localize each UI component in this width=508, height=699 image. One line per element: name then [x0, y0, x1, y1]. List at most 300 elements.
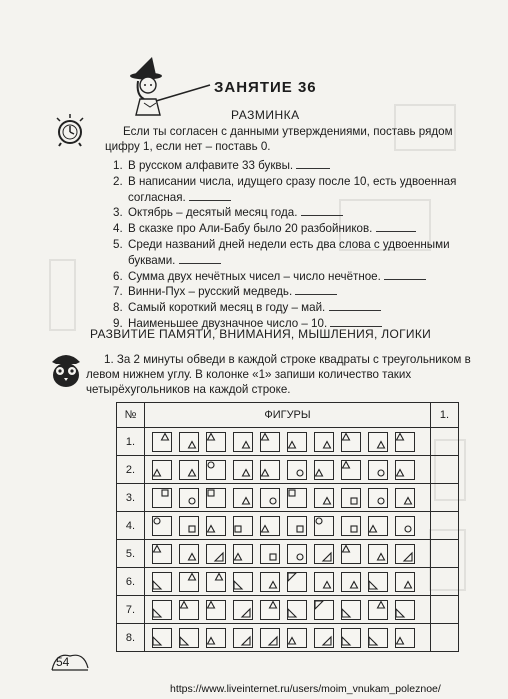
- figure-glyph: [396, 461, 413, 478]
- table-row: [117, 456, 459, 484]
- right-triangle-shape: [342, 609, 350, 617]
- triangle-shape: [316, 469, 323, 476]
- table-row: [117, 596, 459, 624]
- figure-square[interactable]: [152, 432, 172, 452]
- small-square-shape: [208, 490, 214, 496]
- row-number: 6.: [117, 568, 145, 596]
- right-triangle-shape: [288, 573, 296, 581]
- figure-square[interactable]: [287, 600, 307, 620]
- figure-square[interactable]: [152, 600, 172, 620]
- figure-square[interactable]: [395, 432, 415, 452]
- list-item: 8. Самый короткий месяц в году – май.: [113, 300, 478, 316]
- answer-blank[interactable]: [329, 300, 381, 311]
- figure-glyph: [369, 601, 386, 618]
- figure-glyph: [261, 601, 278, 618]
- answer-cell[interactable]: [431, 484, 459, 512]
- figure-square[interactable]: [152, 544, 172, 564]
- figure-glyph: [261, 433, 278, 450]
- right-triangle-shape: [342, 637, 350, 645]
- figure-glyph: [180, 601, 197, 618]
- figure-square[interactable]: [314, 516, 334, 536]
- figure-glyph: [261, 629, 278, 646]
- figure-square[interactable]: [395, 460, 415, 480]
- figure-glyph: [153, 517, 170, 534]
- answer-cell[interactable]: [431, 624, 459, 652]
- figure-square[interactable]: [368, 544, 388, 564]
- figure-glyph: [207, 461, 224, 478]
- figure-square[interactable]: [233, 516, 253, 536]
- figure-square[interactable]: [233, 460, 253, 480]
- figure-square[interactable]: [260, 600, 280, 620]
- triangle-shape: [324, 581, 331, 588]
- table-body: [117, 428, 459, 652]
- triangle-shape: [181, 601, 188, 608]
- triangle-shape: [208, 525, 215, 532]
- triangle-shape: [343, 461, 350, 468]
- triangle-shape: [289, 441, 296, 448]
- figure-square[interactable]: [260, 544, 280, 564]
- figure-square[interactable]: [152, 516, 172, 536]
- figure-glyph: [315, 489, 332, 506]
- figure-glyph: [369, 461, 386, 478]
- figure-square[interactable]: [179, 488, 199, 508]
- figure-glyph: [153, 461, 170, 478]
- triangle-shape: [154, 469, 161, 476]
- right-triangle-shape: [234, 581, 242, 589]
- figure-glyph: [261, 545, 278, 562]
- right-triangle-shape: [288, 609, 296, 617]
- right-triangle-shape: [153, 637, 161, 645]
- triangle-shape: [324, 497, 331, 504]
- triangle-shape: [270, 601, 277, 608]
- right-triangle-shape: [369, 581, 377, 589]
- figure-glyph: [342, 545, 359, 562]
- answer-cell[interactable]: [431, 512, 459, 540]
- figure-square[interactable]: [260, 432, 280, 452]
- figure-glyph: [288, 629, 305, 646]
- table-row: [117, 568, 459, 596]
- col-answer-header: 1.: [431, 403, 459, 428]
- figure-glyph: [396, 629, 413, 646]
- triangle-shape: [397, 637, 404, 644]
- figures-cell: [145, 512, 431, 540]
- small-square-shape: [351, 498, 357, 504]
- right-triangle-shape: [369, 637, 377, 645]
- figure-glyph: [288, 601, 305, 618]
- triangle-shape: [343, 433, 350, 440]
- figure-glyph: [288, 433, 305, 450]
- figure-square[interactable]: [260, 488, 280, 508]
- right-triangle-shape: [180, 637, 188, 645]
- figure-glyph: [207, 489, 224, 506]
- figure-square[interactable]: [341, 600, 361, 620]
- teacher-witch-icon: [122, 55, 214, 117]
- figure-glyph: [207, 573, 224, 590]
- figure-glyph: [369, 629, 386, 646]
- figure-square[interactable]: [395, 516, 415, 536]
- triangle-shape: [154, 545, 161, 552]
- figure-square[interactable]: [233, 544, 253, 564]
- figure-square[interactable]: [395, 572, 415, 592]
- figure-glyph: [288, 545, 305, 562]
- figure-square[interactable]: [395, 544, 415, 564]
- figure-square[interactable]: [287, 516, 307, 536]
- triangle-shape: [289, 637, 296, 644]
- development-heading: РАЗВИТИЕ ПАМЯТИ, ВНИМАНИЯ, МЫШЛЕНИЯ, ЛОГИКИ: [90, 327, 432, 341]
- list-item: 5. Среди названий дней недели есть два слова с удвоенными буквами.: [113, 237, 450, 267]
- triangle-shape: [405, 581, 412, 588]
- figure-glyph: [369, 545, 386, 562]
- figure-glyph: [369, 517, 386, 534]
- lesson-title: ЗАНЯТИЕ 36: [214, 79, 317, 96]
- figure-glyph: [396, 545, 413, 562]
- answer-blank[interactable]: [296, 158, 330, 169]
- row-number: 1.: [117, 428, 145, 456]
- figure-glyph: [396, 489, 413, 506]
- circle-shape: [189, 498, 195, 504]
- figure-square[interactable]: [368, 628, 388, 648]
- figure-square[interactable]: [152, 488, 172, 508]
- list-item: 7. Винни-Пух – русский медведь.: [113, 284, 478, 300]
- figure-glyph: [153, 545, 170, 562]
- triangle-shape: [397, 433, 404, 440]
- figure-square[interactable]: [395, 488, 415, 508]
- figure-glyph: [180, 573, 197, 590]
- figure-glyph: [315, 461, 332, 478]
- triangle-shape: [243, 469, 250, 476]
- figure-glyph: [207, 433, 224, 450]
- triangle-shape: [405, 497, 412, 504]
- figure-square[interactable]: [314, 432, 334, 452]
- circle-shape: [405, 526, 411, 532]
- right-triangle-shape: [153, 609, 161, 617]
- triangle-shape: [370, 525, 377, 532]
- figure-glyph: [234, 517, 251, 534]
- col-number-header: №: [117, 403, 145, 428]
- task-instructions: 1. За 2 минуты обведи в каждой строке квадраты с треугольником в левом нижнем углу. В колонке «1» запиши количество таких четырёхугольников на каждой строке.: [86, 353, 471, 396]
- figure-glyph: [180, 433, 197, 450]
- answer-blank[interactable]: [179, 253, 221, 264]
- figure-square[interactable]: [206, 432, 226, 452]
- figure-square[interactable]: [341, 460, 361, 480]
- triangle-shape: [324, 441, 331, 448]
- figure-glyph: [180, 461, 197, 478]
- triangle-shape: [378, 553, 385, 560]
- list-item: 3. Октябрь – десятый месяц года.: [113, 205, 478, 221]
- right-triangle-shape: [404, 553, 412, 561]
- triangle-shape: [343, 545, 350, 552]
- figure-glyph: [261, 489, 278, 506]
- answer-cell[interactable]: [431, 568, 459, 596]
- figure-glyph: [153, 629, 170, 646]
- figures-cell: [145, 456, 431, 484]
- figures-cell: [145, 484, 431, 512]
- figure-square[interactable]: [233, 628, 253, 648]
- figure-square[interactable]: [206, 572, 226, 592]
- figures-cell: [145, 596, 431, 624]
- list-item: 1. В русском алфавите 33 буквы.: [113, 158, 478, 174]
- triangle-shape: [189, 469, 196, 476]
- answer-cell[interactable]: [431, 540, 459, 568]
- triangle-shape: [243, 497, 250, 504]
- figure-square[interactable]: [314, 628, 334, 648]
- figure-square[interactable]: [179, 628, 199, 648]
- figure-square[interactable]: [314, 460, 334, 480]
- figure-glyph: [342, 601, 359, 618]
- figure-glyph: [180, 629, 197, 646]
- right-triangle-shape: [323, 637, 331, 645]
- figure-square[interactable]: [260, 628, 280, 648]
- right-triangle-shape: [215, 553, 223, 561]
- circle-shape: [378, 470, 384, 476]
- figure-square[interactable]: [368, 432, 388, 452]
- figure-glyph: [342, 517, 359, 534]
- answer-blank[interactable]: [189, 190, 231, 201]
- triangle-shape: [162, 433, 169, 440]
- figure-glyph: [234, 601, 251, 618]
- figure-square[interactable]: [341, 432, 361, 452]
- small-square-shape: [289, 490, 295, 496]
- figure-square[interactable]: [287, 572, 307, 592]
- answer-blank[interactable]: [295, 284, 337, 295]
- figure-square[interactable]: [152, 460, 172, 480]
- triangle-shape: [378, 601, 385, 608]
- triangle-shape: [262, 433, 269, 440]
- right-triangle-shape: [315, 601, 323, 609]
- figure-square[interactable]: [287, 544, 307, 564]
- table-row: [117, 484, 459, 512]
- right-triangle-shape: [242, 609, 250, 617]
- warmup-intro: Если ты согласен с данными утверждениями, поставь рядом цифру 1, если нет – поставь 0.: [105, 125, 453, 153]
- figure-glyph: [315, 629, 332, 646]
- figure-glyph: [207, 629, 224, 646]
- figure-glyph: [207, 601, 224, 618]
- figure-glyph: [153, 489, 170, 506]
- figure-glyph: [288, 573, 305, 590]
- triangle-shape: [208, 637, 215, 644]
- figures-cell: [145, 428, 431, 456]
- figure-square[interactable]: [395, 628, 415, 648]
- figures-cell: [145, 540, 431, 568]
- right-triangle-shape: [242, 637, 250, 645]
- col-figures-header: ФИГУРЫ: [145, 403, 431, 428]
- figure-glyph: [342, 629, 359, 646]
- figure-square[interactable]: [260, 460, 280, 480]
- small-square-shape: [297, 526, 303, 532]
- figure-square[interactable]: [368, 460, 388, 480]
- figure-square[interactable]: [314, 600, 334, 620]
- triangle-shape: [262, 469, 269, 476]
- figure-square[interactable]: [179, 600, 199, 620]
- list-item: 9. Наименьшее двузначное число – 10.: [113, 316, 478, 332]
- table-row: [117, 624, 459, 652]
- small-square-shape: [351, 526, 357, 532]
- figure-glyph: [396, 601, 413, 618]
- figure-glyph: [288, 489, 305, 506]
- row-number: 7.: [117, 596, 145, 624]
- warmup-heading: РАЗМИНКА: [231, 108, 300, 122]
- row-number: 8.: [117, 624, 145, 652]
- figure-square[interactable]: [287, 460, 307, 480]
- triangle-shape: [270, 581, 277, 588]
- figure-square[interactable]: [206, 460, 226, 480]
- triangle-shape: [189, 573, 196, 580]
- figure-square[interactable]: [233, 572, 253, 592]
- figure-glyph: [153, 601, 170, 618]
- figure-glyph: [288, 517, 305, 534]
- answer-cell[interactable]: [431, 428, 459, 456]
- figure-glyph: [234, 433, 251, 450]
- list-item: 2. В написании числа, идущего сразу после 10, есть удвоенная согласная.: [113, 174, 457, 204]
- right-triangle-shape: [153, 581, 161, 589]
- page-number: 54: [56, 655, 70, 669]
- triangle-shape: [378, 441, 385, 448]
- figure-glyph: [342, 573, 359, 590]
- figure-square[interactable]: [395, 600, 415, 620]
- figure-glyph: [180, 517, 197, 534]
- figure-glyph: [369, 573, 386, 590]
- figure-glyph: [396, 573, 413, 590]
- alarm-clock-icon: [52, 112, 88, 148]
- figure-square[interactable]: [206, 488, 226, 508]
- source-url[interactable]: https://www.liveinternet.ru/users/moim_vnukam_poleznoe/: [170, 683, 441, 695]
- triangle-shape: [243, 441, 250, 448]
- answer-blank[interactable]: [330, 316, 382, 327]
- figure-square[interactable]: [179, 544, 199, 564]
- figure-square[interactable]: [206, 600, 226, 620]
- figure-square[interactable]: [260, 516, 280, 536]
- circle-shape: [297, 470, 303, 476]
- right-triangle-shape: [396, 609, 404, 617]
- figure-square[interactable]: [287, 432, 307, 452]
- figure-square[interactable]: [368, 572, 388, 592]
- figure-square[interactable]: [152, 572, 172, 592]
- figure-glyph: [369, 489, 386, 506]
- figure-glyph: [342, 433, 359, 450]
- figure-square[interactable]: [179, 432, 199, 452]
- figure-square[interactable]: [233, 432, 253, 452]
- triangle-shape: [262, 525, 269, 532]
- figure-square[interactable]: [368, 488, 388, 508]
- row-number: 4.: [117, 512, 145, 540]
- triangle-shape: [189, 553, 196, 560]
- right-triangle-shape: [323, 553, 331, 561]
- figure-square[interactable]: [233, 600, 253, 620]
- figure-square[interactable]: [368, 516, 388, 536]
- figure-glyph: [180, 545, 197, 562]
- answer-blank[interactable]: [384, 269, 426, 280]
- figure-glyph: [207, 545, 224, 562]
- figure-glyph: [396, 433, 413, 450]
- figure-square[interactable]: [341, 628, 361, 648]
- triangle-shape: [208, 433, 215, 440]
- figure-square[interactable]: [179, 572, 199, 592]
- small-square-shape: [235, 526, 241, 532]
- figure-square[interactable]: [287, 488, 307, 508]
- figure-square[interactable]: [179, 516, 199, 536]
- row-number: 2.: [117, 456, 145, 484]
- table-header: [117, 403, 459, 428]
- figure-square[interactable]: [368, 600, 388, 620]
- answer-cell[interactable]: [431, 456, 459, 484]
- table-row: [117, 428, 459, 456]
- circle-shape: [154, 518, 160, 524]
- figure-glyph: [315, 545, 332, 562]
- small-square-shape: [162, 490, 168, 496]
- small-square-shape: [189, 526, 195, 532]
- table-row: [117, 540, 459, 568]
- triangle-shape: [208, 601, 215, 608]
- figure-glyph: [234, 489, 251, 506]
- figures-cell: [145, 568, 431, 596]
- figure-glyph: [153, 433, 170, 450]
- figure-glyph: [342, 461, 359, 478]
- figure-glyph: [369, 433, 386, 450]
- row-number: 5.: [117, 540, 145, 568]
- list-item: 6. Сумма двух нечётных чисел – число нечётное.: [113, 269, 478, 285]
- figure-square[interactable]: [206, 544, 226, 564]
- list-item: 4. В сказке про Али-Бабу было 20 разбойников.: [113, 221, 478, 237]
- figures-cell: [145, 624, 431, 652]
- triangle-shape: [189, 441, 196, 448]
- figure-glyph: [234, 573, 251, 590]
- figure-glyph: [261, 461, 278, 478]
- answer-blank[interactable]: [301, 205, 343, 216]
- figure-glyph: [234, 461, 251, 478]
- figure-glyph: [234, 629, 251, 646]
- circle-shape: [316, 518, 322, 524]
- row-number: 3.: [117, 484, 145, 512]
- figure-glyph: [315, 573, 332, 590]
- figure-glyph: [315, 433, 332, 450]
- figure-glyph: [288, 461, 305, 478]
- answer-blank[interactable]: [376, 221, 416, 232]
- figure-square[interactable]: [260, 572, 280, 592]
- figure-square[interactable]: [287, 628, 307, 648]
- warmup-list: [113, 158, 478, 332]
- answer-cell[interactable]: [431, 596, 459, 624]
- figure-square[interactable]: [341, 544, 361, 564]
- figure-glyph: [180, 489, 197, 506]
- figure-glyph: [234, 545, 251, 562]
- figure-square[interactable]: [206, 516, 226, 536]
- triangle-shape: [397, 469, 404, 476]
- figure-square[interactable]: [341, 516, 361, 536]
- figure-glyph: [261, 573, 278, 590]
- table-row: [117, 512, 459, 540]
- triangle-shape: [351, 581, 358, 588]
- circle-shape: [208, 462, 214, 468]
- figure-square[interactable]: [206, 628, 226, 648]
- figure-glyph: [153, 573, 170, 590]
- figures-table: [116, 402, 459, 652]
- figure-square[interactable]: [314, 488, 334, 508]
- figure-glyph: [396, 517, 413, 534]
- figure-square[interactable]: [341, 572, 361, 592]
- figure-glyph: [261, 517, 278, 534]
- triangle-shape: [235, 553, 242, 560]
- figure-glyph: [342, 489, 359, 506]
- right-triangle-shape: [269, 637, 277, 645]
- thinking-owl-icon: [48, 350, 84, 388]
- figure-square[interactable]: [314, 572, 334, 592]
- figure-square[interactable]: [341, 488, 361, 508]
- figure-square[interactable]: [179, 460, 199, 480]
- figure-square[interactable]: [233, 488, 253, 508]
- figure-glyph: [315, 601, 332, 618]
- figure-square[interactable]: [314, 544, 334, 564]
- figure-square[interactable]: [152, 628, 172, 648]
